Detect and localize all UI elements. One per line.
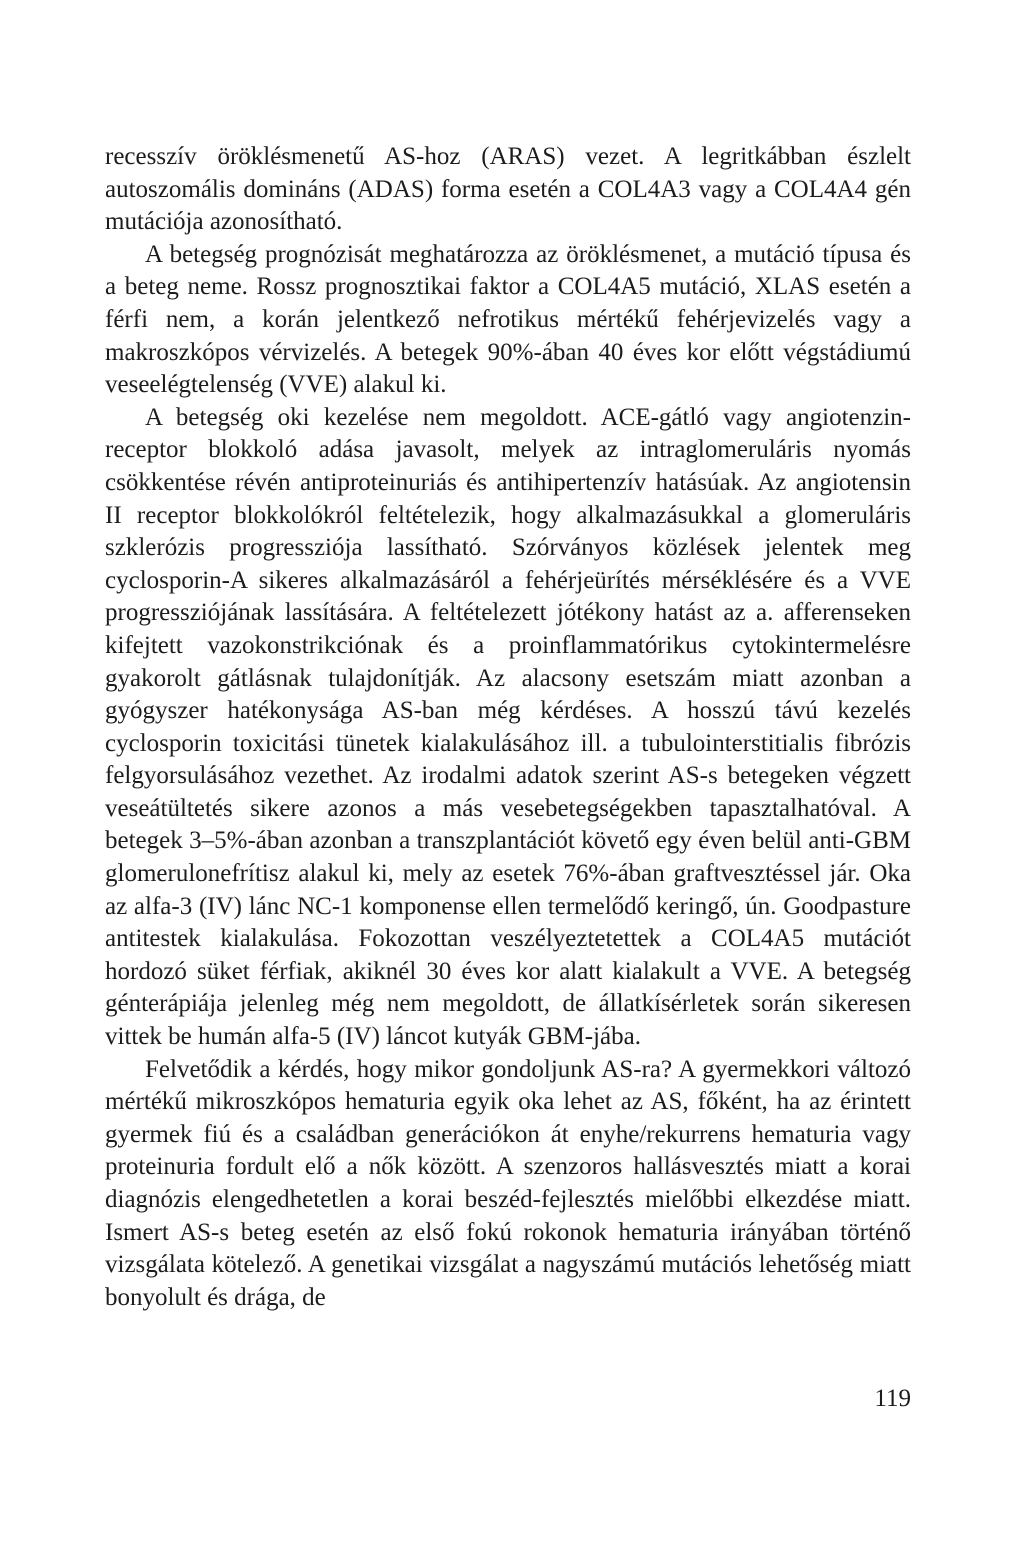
paragraph-4: Felvetődik a kérdés, hogy mikor gondoljunk AS-ra? A gyermekkori változó mértékű mikroszkópos hematuria egyik oka lehet az AS, főként, ha az érintett gyermek fiú és a családban generációkon át enyhe/rekurrens hematuria vagy proteinuria fordult elő a nők között. A szenzoros hallásvesztés miatt a korai diagnózis elengedhetetlen a korai beszéd-fejlesztés mielőbbi elkezdése miatt. Ismert AS-s beteg esetén az első fokú rokonok hematuria irányában történő vizsgálata kötelező. A genetikai vizsgálat a nagyszámú mutációs lehetőség miatt bonyolult és drága, de [105, 1055, 911, 1311]
paragraph-1: recesszív öröklésmenetű AS-hoz (ARAS) vezet. A legritkábban észlelt autoszomális domináns (ADAS) forma esetén a COL4A3 vagy a COL4A4 gén mutációja azonosítható. [105, 143, 911, 236]
paragraph-3: A betegség oki kezelése nem megoldott. ACE-gátló vagy angiotenzin-receptor blokkoló adása javasolt, melyek az intraglomeruláris nyomás csökkentése révén antiproteinuriás és antihipertenzív hatásúak. Az angiotensin II receptor blokkolókról feltételezik, hogy alkalmazásukkal a glomeruláris szklerózis progressziója lassítható. Szórványos közlések jelentek meg cyclosporin-A sikeres alkalmazásáról a fehérjeürítés mérséklésére és a VVE progressziójának lassítására. A feltételezett jótékony hatást az a. afferenseken kifejtett vazokonstrikciónak és a proinflammatórikus cytokintermelésre gyakorolt gátlásnak tulajdonítják. Az alacsony esetszám miatt azonban a gyógyszer hatékonysága AS-ban még kérdéses. A hosszú távú kezelés cyclosporin toxicitási tünetek kialakulásához ill. a tubulointerstitialis fibrózis felgyorsulásához vezethet. Az irodalmi adatok szerint AS-s betegeken végzett veseátültetés sikere azonos a más vesebetegségekben tapasztalhatóval. A betegek 3–5%-ában azonban a transzplantációt követő egy éven belül anti-GBM glomerulonefrítisz alakul ki, mely az esetek 76%-ában graftvesztéssel jár. Oka az alfa-3 (IV) lánc NC-1 komponense ellen termelődő keringő, ún. Goodpasture antitestek kialakulása. Fokozottan veszélyeztetettek a COL4A5 mutációt hordozó süket férfiak, akiknél 30 éves kor alatt kialakult a VVE. A betegség génterápiája jelenleg még nem megoldott, de állatkísérletek során sikeresen vittek be humán alfa-5 (IV) láncot kutyák GBM-jába. [105, 403, 911, 1051]
page-number: 119 [874, 1385, 911, 1412]
paragraph-2: A betegség prognózisát meghatározza az öröklésmenet, a mutáció típusa és a beteg neme. Rossz prognosztikai faktor a COL4A5 mutáció, XLAS esetén a férfi nem, a korán jelentkező nefrotikus mértékű fehérjevizelés vagy a makroszkópos vérvizelés. A betegek 90%-ában 40 éves kor előtt végstádiumú veseelégtelenség (VVE) alakul ki. [105, 240, 911, 399]
body-text [105, 141, 911, 1314]
